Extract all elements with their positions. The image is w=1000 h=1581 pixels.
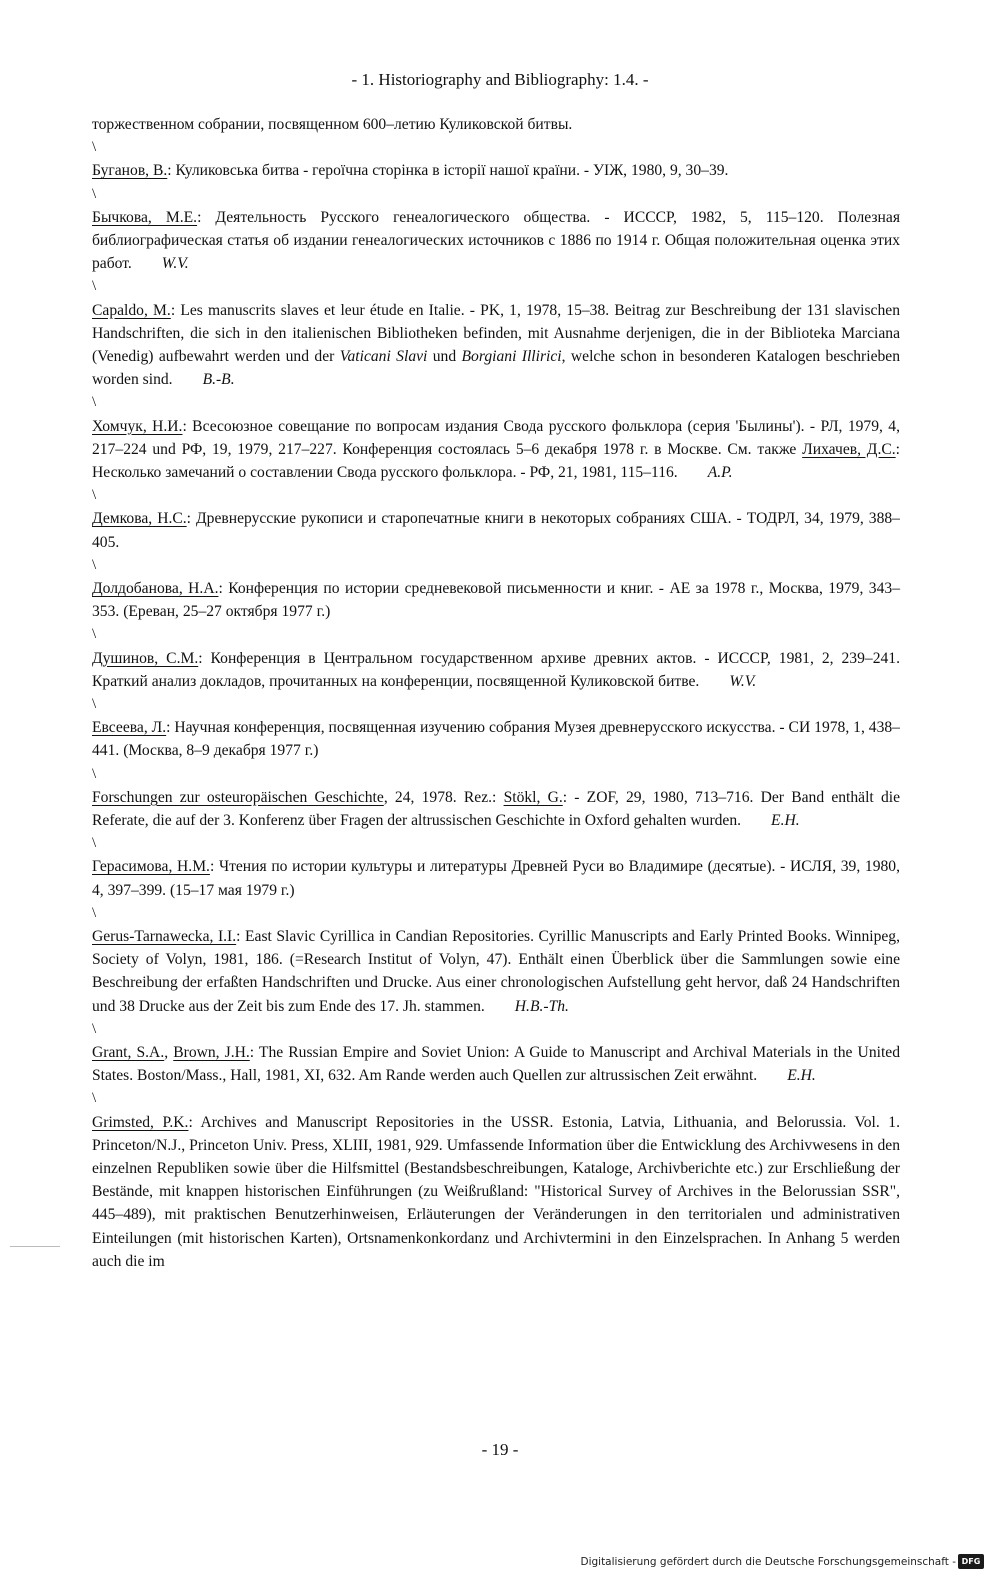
- separator: \: [92, 394, 97, 411]
- entry-text: : Всесоюзное совещание по вопросам издания Свода русского фольклора (серия 'Былины'). - РЛ, 1979, 4, 217–224 und РФ, 19, 1979, 217–227. Конференция состоялась 5–6 декабря 1978 г. в Москве. См. также: [92, 417, 900, 458]
- entry-text: , 24, 1978. Rez.:: [383, 788, 504, 806]
- entry-italic: Borgiani Illirici: [461, 347, 562, 365]
- entry-signature: A.P.: [707, 463, 733, 481]
- entry-signature: E.H.: [787, 1067, 816, 1085]
- entry-text: : Древнерусские рукописи и старопечатные книги в некоторых собраниях США. - ТОДРЛ, 34, 1979, 388–405.: [92, 510, 900, 551]
- page-header: - 1. Historiography and Bibliography: 1.4. -: [351, 70, 649, 89]
- entry-gerus-tarnawecka: [92, 925, 900, 1018]
- entry-dushinov: [92, 647, 900, 693]
- entry-buganov: [92, 159, 900, 182]
- entry-author: Бычкова, М.Е.: [92, 208, 198, 226]
- entry-author: Brown, J.H.: [173, 1043, 250, 1061]
- separator: \: [92, 904, 97, 921]
- entry-text: : Деятельность Русского генеалогического общества. - ИССCP, 1982, 5, 115–120. Полезная библиографическая статья об издании генеалогических источников с 1886 по 1914 г. Общая положительная оценка этих работ.: [92, 208, 900, 273]
- entry-text: : The Russian Empire and Soviet Union: A Guide to Manuscript and Archival Materials in the United States. Boston/Mass., Hall, 1981, XI, 632. Am Rande werden auch Quellen zur altrussischen Zeit erwähnt.: [92, 1043, 900, 1085]
- separator: \: [92, 278, 97, 295]
- entry-signature: W.V.: [161, 255, 189, 273]
- separator: \: [92, 695, 97, 712]
- entry-text: : Конференция по истории средневековой письменности и книг. - АЕ за 1978 г., Москва, 1979, 343–353. (Ереван, 25–27 октября 1977 г.): [92, 579, 900, 621]
- entry-gerasimova: [92, 855, 900, 901]
- entry-doldobanova: [92, 577, 900, 623]
- entry-author: Евсеева, Л.: [92, 719, 167, 737]
- entry-text: : Куликовська битва - героїчна сторінка в історії нашої країни. - УІЖ, 1980, 9, 30–39.: [167, 162, 729, 180]
- bibliography-list: [92, 113, 900, 1273]
- entry-text: : Конференция в Центральном государственном архиве древних актов. - ИССCP, 1981, 2, 239–241. Краткий анализ докладов, прочитанных на конференции, посвященной Куликовской битве.: [92, 649, 900, 690]
- entry-text: : East Slavic Cyrillica in Candian Repositories. Cyrillic Manuscripts and Early Printed Books. Winnipeg, Society of Volyn, 1981, 186. (=Research Institut of Volyn, 47). Enthält einen Überblick über die Sammlungen sowie eine Beschreibung der erfaßten Handschriften und Drucke. Aus einer chronologischen Aufstellung geht hervor, daß 24 Handschriften und 38 Drucke aus der Zeit bis zum Ende des 17. Jh. stammen.: [92, 927, 900, 1015]
- entry-author: Герасимова, Н.М.: [92, 858, 210, 876]
- dfg-logo-icon: DFG: [958, 1554, 984, 1569]
- entry-author: Демкова, Н.С.: [92, 510, 187, 528]
- entry-capaldo: [92, 299, 900, 392]
- entry-text: : Les manuscrits slaves et leur étude en Italie. - PK, 1, 1978, 15–38. Beitrag zur Beschreibung der 131 slavischen Handschriften, die sich in den italienischen Bibliotheken befinden, mit Ausnahme derjenigen, die in der Biblioteka Marciana (Venedig) aufbewahrt werden und der: [92, 301, 900, 365]
- entry-signature: H.B.-Th.: [514, 997, 569, 1015]
- entry-grant: [92, 1041, 900, 1087]
- margin-mark: [10, 1246, 60, 1247]
- entry-author: Долдобанова, Н.А.: [92, 579, 219, 597]
- entry-text: : - ZOF, 29, 1980, 713–716. Der Band enthält die Referate, die auf der 3. Konferenz über Fragen der altrussischen Geschichte in Oxford gehalten wurden.: [92, 788, 900, 829]
- entry-author: Forschungen zur osteuropäischen Geschichte: [92, 788, 384, 806]
- entry-signature: E.H.: [771, 811, 800, 829]
- separator: \: [92, 556, 97, 573]
- entry-text: : Чтения по истории культуры и литературы Древней Руси во Владимире (десятые). - ИСЛЯ, 39, 1980, 4, 397–399. (15–17 мая 1979 г.): [92, 858, 900, 899]
- entry-signature: B.-B.: [202, 371, 235, 389]
- entry-text: ,: [164, 1043, 174, 1061]
- digitization-note: Digitalisierung gefördert durch die Deutsche Forschungsgemeinschaft -: [580, 1556, 956, 1568]
- entry-author: Stökl, G.: [503, 788, 563, 806]
- separator: \: [92, 185, 97, 202]
- entry-grimsted: [92, 1111, 900, 1273]
- separator: \: [92, 765, 97, 782]
- entry-text: und: [427, 347, 462, 365]
- entry-forschungen: [92, 786, 900, 832]
- entry-bychkova: [92, 206, 900, 276]
- entry-text: : Научная конференция, посвященная изучению собрания Музея древнерусского искусства. - СИ 1978, 1, 438–441. (Москва, 8–9 декабря 1977 г.): [92, 719, 900, 760]
- entry-author: Буганов, В.: [92, 162, 168, 180]
- separator: \: [92, 487, 97, 504]
- entry-author: Хомчук, Н.И.: [92, 417, 183, 435]
- entry-author: Душинов, С.М.: [92, 649, 199, 667]
- entry-italic: Vaticani Slavi: [339, 347, 428, 365]
- entry-author: Capaldo, M.: [92, 301, 171, 319]
- separator: \: [92, 1090, 97, 1107]
- entry-author: Grimsted, P.K.: [92, 1113, 189, 1131]
- entry-text: : Archives and Manuscript Repositories in the USSR. Estonia, Latvia, Lithuania, and Belorussia. Vol. 1. Princeton/N.J., Princeton Univ. Press, XLIII, 1981, 929. Umfassende Information über die Entwicklung des Archivwesens in den einzelnen Republiken sowie über die Hilfsmittel (Bestandsbeschreibungen, Kataloge, Archivberichte etc.) zur Erschließung der Bestände, mit knappen historischen Einführungen (zu Weißrußland: "Historical Survey of Archives in the Belorussian SSR", 445–489), mit praktischen Benutzerhinweisen, Erläuterungen der Veränderungen in den territorialen und administrativen Einteilungen (mit historischen Karten), Ortsnamenkonkordanz und Archivtermini in den Einzelsprachen. In Anhang 5 werden auch die im: [92, 1113, 900, 1270]
- separator: \: [92, 835, 97, 852]
- entry-author: Grant, S.A.: [92, 1043, 165, 1061]
- entry-text: : Несколько замечаний о составлении Свода русского фольклора. - РФ, 21, 1981, 115–116.: [92, 440, 900, 481]
- entry-demkova: [92, 507, 900, 553]
- entry-evseeva: [92, 716, 900, 762]
- entry-text: , welche schon in besonderen Katalogen beschrieben worden sind.: [92, 347, 901, 389]
- page-number: - 19 -: [481, 1440, 519, 1459]
- entry-continuation: [92, 113, 900, 136]
- separator: \: [92, 139, 97, 156]
- entry-signature: W.V.: [729, 672, 757, 690]
- separator: \: [92, 1020, 97, 1037]
- entry-author: Gerus-Tarnawecka, I.I.: [92, 927, 237, 945]
- entry-text: торжественном собрании, посвященном 600–летию Куликовской битвы.: [92, 116, 573, 133]
- entry-khomchuk: [92, 415, 900, 485]
- separator: \: [92, 626, 97, 643]
- entry-author: Лихачев, Д.С.: [802, 440, 896, 458]
